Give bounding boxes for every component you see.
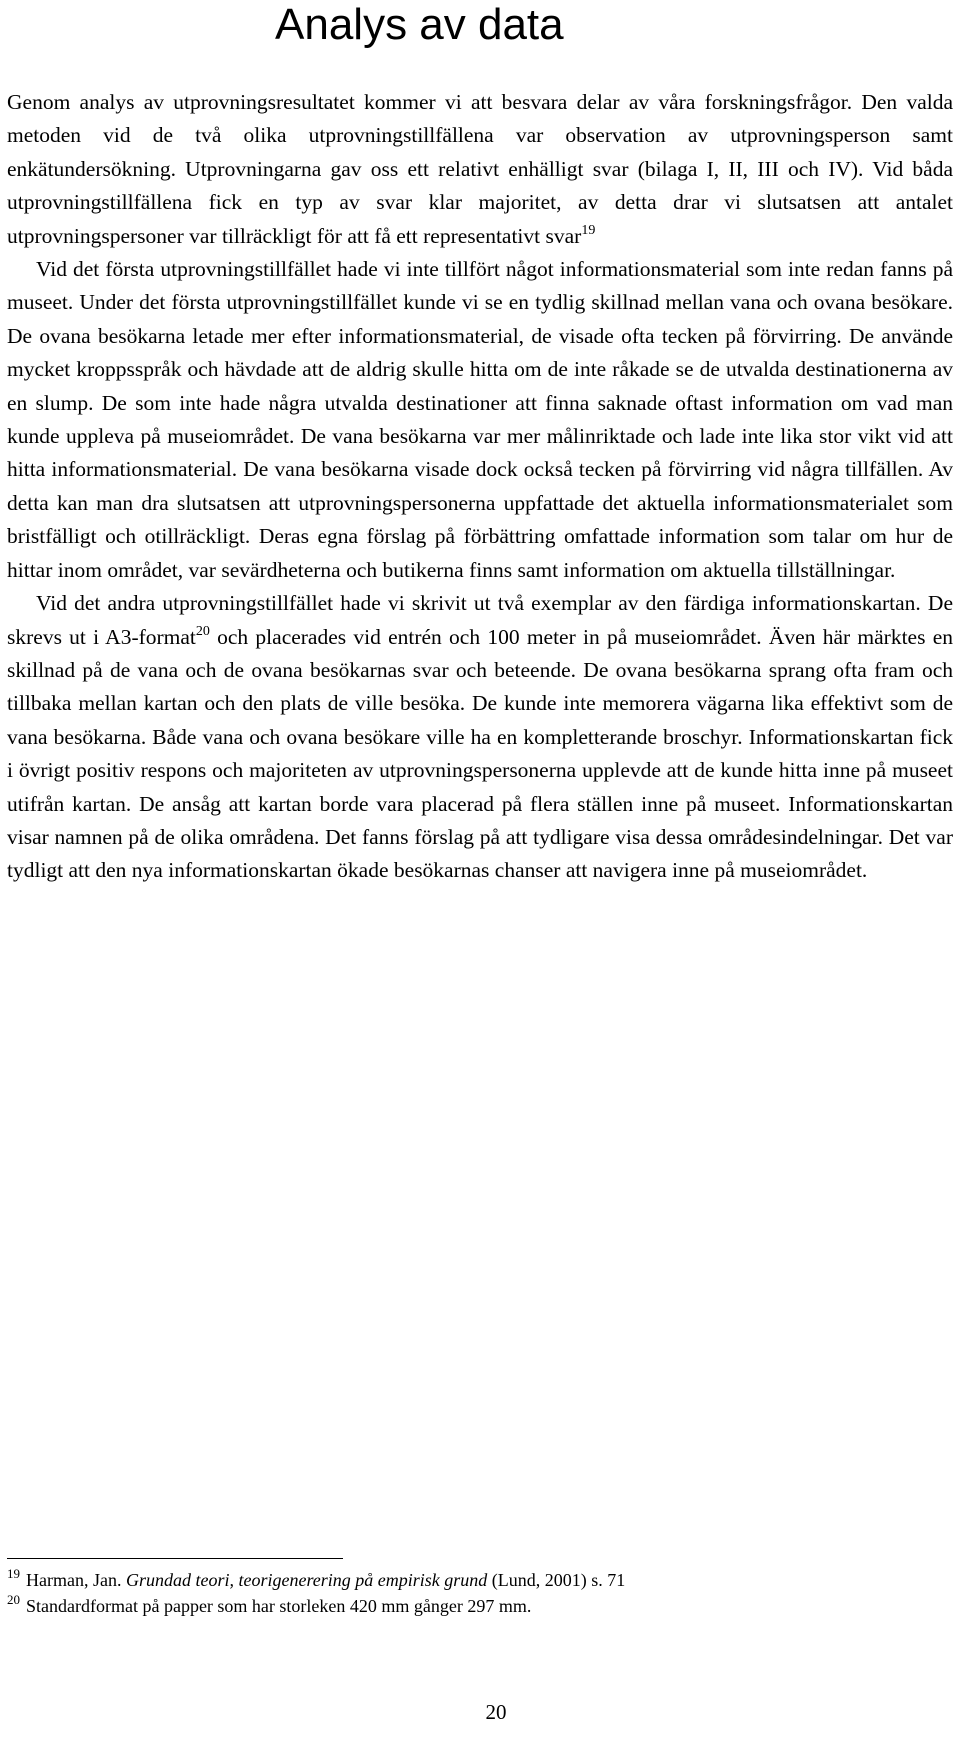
paragraph-text: Vid det andra utprovningstillfället hade vi skrivit ut två exemplar av den färdiga informationskartan. De skrevs ut i A3-format xyxy=(7,591,953,649)
paragraph-text: och placerades vid entrén och 100 meter in på museiområdet. Även här märktes en skillnad på de vana och de ovana besökarnas svar och beteende. De ovana besökarna sprang ofta fram och tillbaka mellan kartan och den plats de ville besöka. De kunde inte memorera vägarna lika effektivt som de vana besökarna. Både vana och ovana besökare ville ha en kompletterande broschyr. Informationskartan fick i övrigt positiv respons och majoriteten av utprovningspersonerna upplevde att de kunde hitta inne på museet utifrån kartan. De ansåg att kartan borde vara placerad på flera ställen inne på museet. Informationskartan visar namnen på de olika områdena. Det fanns förslag på att tydligare visa dessa områdesindelningar. Det var tydligt att den nya informationskartan ökade besökarnas chanser att navigera inne på museiområdet. xyxy=(7,624,953,883)
footnote xyxy=(7,1567,947,1593)
footnotes xyxy=(7,1567,947,1619)
page-number: 20 xyxy=(485,1700,507,1724)
footnote xyxy=(7,1593,947,1619)
footnote-divider xyxy=(7,1558,343,1559)
footnote-number: 20 xyxy=(7,1592,20,1607)
footnote-reference: 19 xyxy=(581,222,596,238)
paragraph xyxy=(7,587,953,888)
footnote-text: (Lund, 2001) s. 71 xyxy=(487,1570,626,1590)
footnote-reference: 20 xyxy=(195,623,210,639)
footnote-text: Harman, Jan. xyxy=(26,1570,126,1590)
paragraph-text: Genom analys av utprovningsresultatet kommer vi att besvara delar av våra forskningsfrågor. Den valda metoden vid de två olika utprovningstillfällena var observation av utprovningsperson samt enkätundersökning. Utprovningarna gav oss ett relativt enhälligt svar (bilaga I, II, III och IV). Vid båda utprovningstillfällena fick en typ av svar klar majoritet, av detta drar vi slutsatsen att antalet utprovningspersoner var tillräckligt för att få ett representativt svar xyxy=(7,90,953,248)
footnote-text: Standardformat på papper som har storleken 420 mm gånger 297 mm. xyxy=(26,1596,532,1616)
paragraph: Vid det första utprovningstillfället hade vi inte tillfört något informationsmaterial som inte redan fanns på museet. Under det första utprovningstillfället kunde vi se en tydlig skillnad mellan vana och ovana besökare. De ovana besökarna letade mer efter informationsmaterial, de visade ofta tecken på förvirring. De använde mycket kroppsspråk och hävdade att de aldrig skulle hitta om de inte råkade se de utvalda destinationerna av en slump. De som inte hade några utvalda destinationer att finna saknade oftast information om vad man kunde uppleva på museiområdet. De vana besökarna var mer målinriktade och lade inte lika stor vikt vid att hitta informationsmaterial. De vana besökarna visade dock också tecken på förvirring vid några tillfällen. Av detta kan man dra slutsatsen att utprovningspersonerna uppfattade det aktuella informationsmaterialet som bristfälligt och otillräckligt. Deras egna förslag på förbättring omfattade information som talar om hur de hittar inom området, var sevärdheterna och butikerna finns samt information om aktuella tillställningar. xyxy=(7,257,953,582)
footnote-number: 19 xyxy=(7,1566,20,1581)
page-title: Analys av data xyxy=(275,0,564,49)
paragraph xyxy=(7,86,953,253)
body-text xyxy=(7,86,953,888)
footnote-title: Grundad teori, teorigenerering på empirisk grund xyxy=(125,1570,488,1590)
